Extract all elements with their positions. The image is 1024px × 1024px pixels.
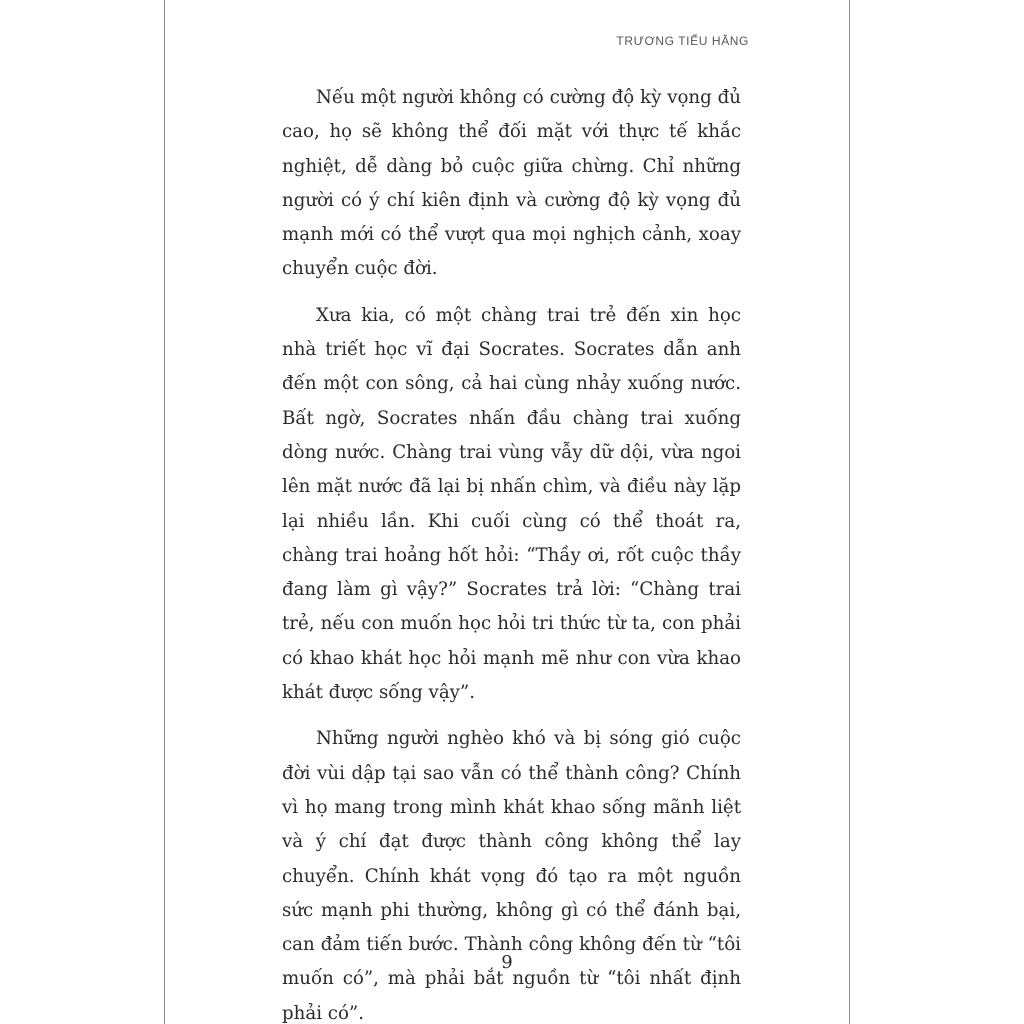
paragraph-3: Những người nghèo khó và bị sóng gió cuộc đời vùi dập tại sao vẫn có thể thành công? Chính vì họ mang trong mình khát khao sống mãnh liệt và ý chí đạt được thành công không thể lay chuyển. Chính khát vọng đó tạo ra một nguồn sức mạnh phi thường, không gì có thể đánh bại, can đảm tiến bước. Thành công không đến từ “tôi muốn có”, mà phải bắt nguồn từ “tôi nhất định phải có”. [282,728,741,1024]
book-page [164,0,850,1024]
page-number: 9 [501,952,513,973]
paragraph-2: Xưa kia, có một chàng trai trẻ đến xin học nhà triết học vĩ đại Socrates. Socrates dẫn anh đến một con sông, cả hai cùng nhảy xuống nước. Bất ngờ, Socrates nhấn đầu chàng trai xuống dòng nước. Chàng trai vùng vẫy dữ dội, vừa ngoi lên mặt nước đã lại bị nhấn chìm, và điều này lặp lại nhiều lần. Khi cuối cùng có thể thoát ra, chàng trai hoảng hốt hỏi: “Thầy ơi, rốt cuộc thầy đang làm gì vậy?” Socrates trả lời: “Chàng trai trẻ, nếu con muốn học hỏi tri thức từ ta, con phải có khao khát học hỏi mạnh mẽ như con vừa khao khát được sống vậy”. [282,304,741,704]
running-head-author: TRƯƠNG TIỂU HẰNG [616,34,749,48]
paragraph-1: Nếu một người không có cường độ kỳ vọng đủ cao, họ sẽ không thể đối mặt với thực tế khắc nghiệt, dễ dàng bỏ cuộc giữa chừng. Chỉ những người có ý chí kiên định và cường độ kỳ vọng đủ mạnh mới có thể vượt qua mọi nghịch cảnh, xoay chuyển cuộc đời. [282,87,741,280]
page-body [282,81,741,1024]
